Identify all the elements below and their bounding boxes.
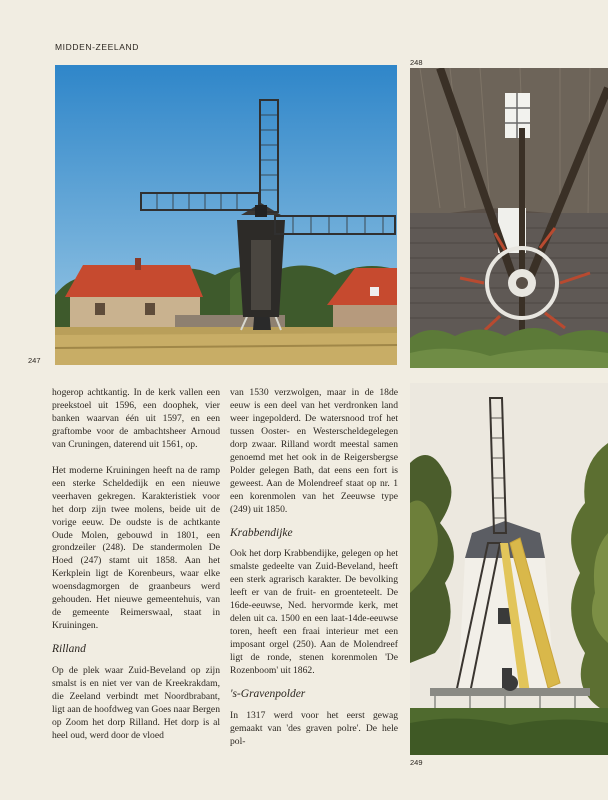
section-heading-s-gravenpolder: 's-Gravenpolder xyxy=(230,688,306,701)
running-header: MIDDEN-ZEELAND xyxy=(55,42,139,52)
paragraph-rilland: Op de plek waar Zuid-Beveland op zijn smalst is en niet ver van de Kreekrakdam, die Zeeland verbindt met Noordbrabant, ligt aan de hoofdweg van Goes naar Bergen op Zoom het dorp Rilland. Het dorp is al heel oud, werd door de vloed xyxy=(52,665,220,741)
figure-number-247: 247 xyxy=(28,356,41,365)
section-heading-rilland: Rilland xyxy=(52,643,86,656)
paragraph-s-gravenpolder: In 1317 werd voor het eerst gewag gemaakt van 'des graven polre'. De hele pol- xyxy=(230,709,398,747)
photo-247-standermolen xyxy=(55,65,397,365)
paragraph-krabbendijke: Ook het dorp Krabbendijke, gelegen op het smalste gedeelte van Zuid-Beveland, heeft een sterk agrarisch karakter. De bevolking leeft er van de fruit- en groenteteelt. De 16de-eeuwse, Ned. hervormde kerk, met delen uit ca. 1500 en een laat-14de-eeuwse toren, heeft een fraai interieur met een imposant orgel (250). Aan de Molendreef ligt de ronde, stenen korenmolen 'De Rozenboom' uit 1862. xyxy=(230,548,398,677)
figure-number-249: 249 xyxy=(410,758,423,767)
paragraph-kerk: hogerop achtkantig. In de kerk vallen een preekstoel uit 1596, een doophek, vier banken waarvan één uit 1597, en een graftombe voor de ambachtsheer Arnoud van Cruningen, daterend uit 1561, op. xyxy=(52,387,220,450)
photo-248-molen-detail xyxy=(410,68,608,368)
section-heading-krabbendijke: Krabbendijke xyxy=(230,526,293,539)
text-column-left xyxy=(52,387,220,743)
photo-249-korenmolen xyxy=(410,383,608,755)
figure-number-248: 248 xyxy=(410,58,423,67)
text-column-right xyxy=(230,387,398,749)
paragraph-kruiningen: Het moderne Kruiningen heeft na de ramp een sterke Scheldedijk en een nieuwe veerhaven gekregen. Karakteristiek voor het dorp zijn twee molens, beide uit de vorige eeuw. De oudste is de achtkante Oude Molen, gebouwd in 1801, een grondzeiler (248). De standermolen De Hoed (247) stamt uit 1858. Aan het Kerkplein ligt de Korenbeurs, waar elke woensdagmorgen de graanbeurs werd gehouden. Het nieuwe gemeentehuis, van de gemeente Reimerswaal, staat in Kruiningen. xyxy=(52,464,220,632)
paragraph-rilland-vervolg: van 1530 verzwolgen, maar in de 18de eeuw is een deel van het verdronken land weer ingepolderd. De watersnood trof het tussen Ooster- en Westerscheldegelegen dorp zwaar. Rilland wordt meestal samen genoemd met het ook in de Reigersbergse Polder gelegen Bath, dat eens een fort is geweest. Aan de Molendreef staat op nr. 1 een korenmolen van het Zeeuwse type (249) uit 1850. xyxy=(230,387,398,515)
